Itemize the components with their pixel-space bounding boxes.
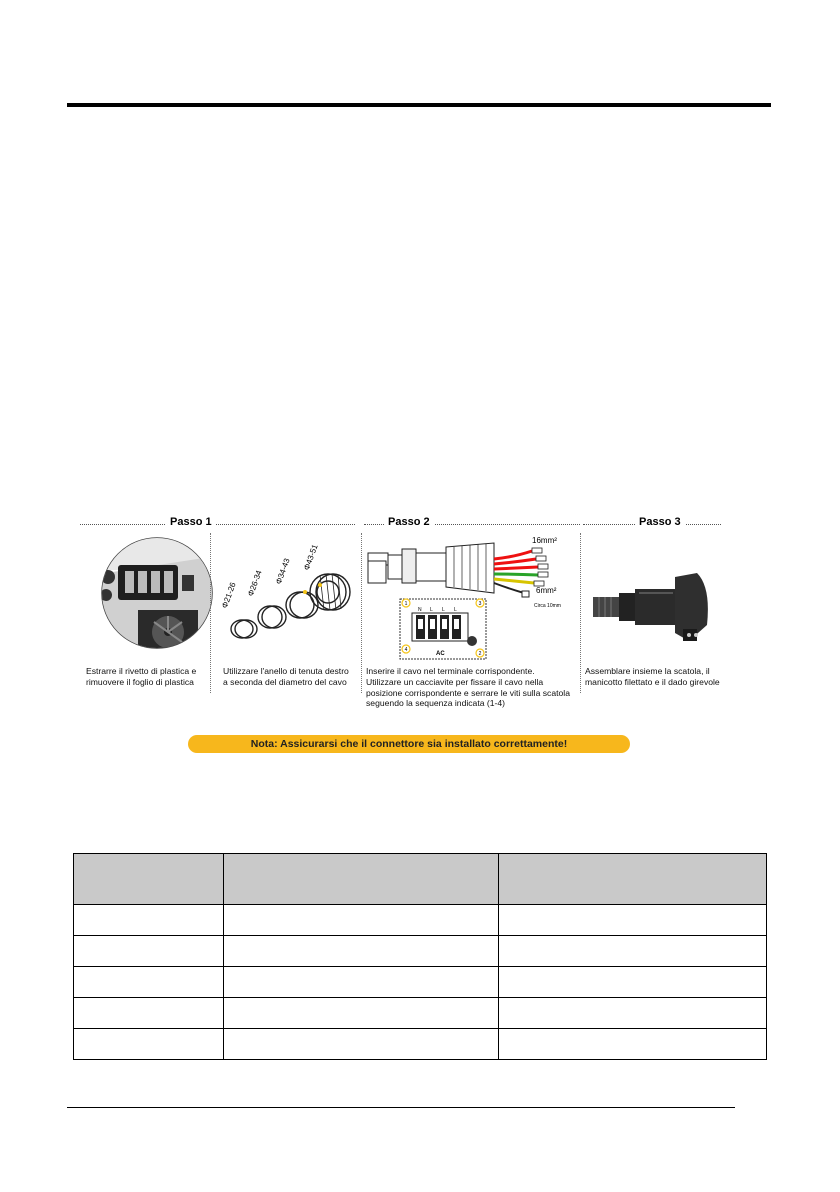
strip-length-label: Circa 10mm bbox=[534, 603, 561, 609]
table-cell bbox=[499, 1029, 767, 1060]
wiring-illustration bbox=[364, 531, 580, 661]
ring-label-2: Φ26-34 bbox=[246, 569, 264, 598]
wire-label-bottom: 6mm² bbox=[536, 586, 557, 595]
terminal-label: AC bbox=[436, 651, 445, 657]
step-2-caption-2: Utilizzare un cacciavite per fissare il cavo nella posizione corrispondente e serrare le viti sulla scatola seguendo la sequenza indicata (1-4) bbox=[366, 677, 570, 708]
footer-rule bbox=[67, 1107, 735, 1108]
table-header-cell bbox=[499, 854, 767, 905]
step-3-title: Passo 3 bbox=[635, 516, 685, 528]
step-3-panel bbox=[583, 515, 721, 705]
step-1-title: Passo 1 bbox=[166, 516, 216, 528]
spec-table bbox=[73, 853, 767, 1060]
terminal-letter-1: N bbox=[418, 607, 422, 613]
table-row bbox=[74, 1029, 767, 1060]
screw-number-4: 4 bbox=[404, 647, 408, 653]
table-row bbox=[74, 936, 767, 967]
header-rule bbox=[67, 103, 771, 107]
table-header-row bbox=[74, 854, 767, 905]
step-2-title: Passo 2 bbox=[384, 516, 434, 528]
table-row bbox=[74, 998, 767, 1029]
ring-label-3: Φ34-43 bbox=[274, 557, 292, 586]
step-3-caption: Assemblare insieme la scatola, il manicotto filettato e il dado girevole bbox=[585, 666, 720, 687]
wire-label-top: 16mm² bbox=[532, 536, 557, 545]
ring-label-4: Φ43-51 bbox=[302, 543, 320, 572]
terminal-letter-3: L bbox=[442, 607, 445, 613]
terminal-letter-2: L bbox=[430, 607, 433, 613]
table-cell bbox=[223, 967, 499, 998]
installation-figure bbox=[80, 515, 770, 745]
table-cell bbox=[499, 936, 767, 967]
inverter-port-illustration bbox=[98, 535, 216, 650]
table-cell bbox=[499, 967, 767, 998]
step-1-panel bbox=[80, 515, 355, 705]
table-cell bbox=[499, 998, 767, 1029]
table-cell bbox=[223, 998, 499, 1029]
step-1-caption-a: Estrarre il rivetto di plastica e rimuovere il foglio di plastica bbox=[86, 666, 197, 687]
table-cell bbox=[74, 905, 224, 936]
step-2-caption-1: Inserire il cavo nel terminale corrispondente. bbox=[366, 666, 535, 676]
assembled-connector-illustration bbox=[593, 563, 713, 653]
table-header-cell bbox=[223, 854, 499, 905]
screw-number-3: 3 bbox=[478, 601, 482, 607]
table-row bbox=[74, 905, 767, 936]
ring-label-1: Φ21-26 bbox=[220, 581, 238, 610]
table-cell bbox=[223, 936, 499, 967]
terminal-letter-4: L bbox=[454, 607, 457, 613]
step-1-header bbox=[80, 515, 355, 535]
step-1-caption-b: Utilizzare l'anello di tenuta destro a seconda del diametro del cavo bbox=[223, 666, 349, 687]
table-cell bbox=[74, 1029, 224, 1060]
step-2-panel bbox=[364, 515, 580, 708]
table-cell bbox=[223, 905, 499, 936]
screw-number-2: 2 bbox=[478, 651, 482, 657]
table-cell bbox=[74, 936, 224, 967]
table-cell bbox=[223, 1029, 499, 1060]
table-cell bbox=[499, 905, 767, 936]
screw-number-1: 1 bbox=[404, 601, 408, 607]
table-cell bbox=[74, 998, 224, 1029]
table-header-cell bbox=[74, 854, 224, 905]
step-3-header bbox=[583, 515, 721, 535]
installation-note: Nota: Assicurarsi che il connettore sia installato correttamente! bbox=[188, 735, 630, 753]
sealing-rings-illustration bbox=[220, 537, 355, 652]
table-cell bbox=[74, 967, 224, 998]
table-row bbox=[74, 967, 767, 998]
